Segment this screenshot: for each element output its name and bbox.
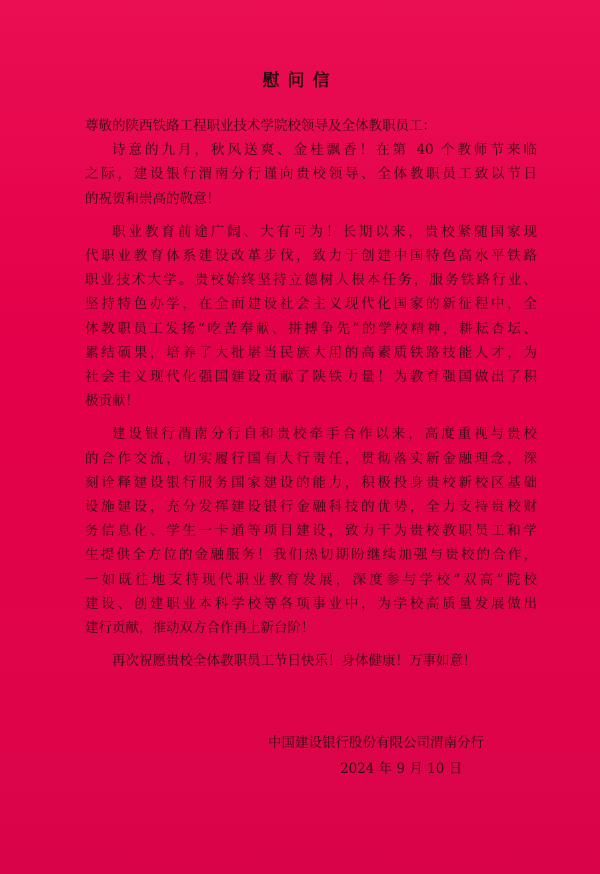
paragraph — [85, 649, 537, 673]
paragraph-line: 诗意的九月，秋风送爽、金桂飘香！在第 40 个教师节来临 — [112, 142, 537, 159]
paragraph-line: 的祝贺和崇高的敬意！ — [85, 190, 220, 207]
paragraph — [85, 220, 537, 414]
letter-body — [85, 114, 537, 673]
paragraph-line: 建设银行渭南分行自和贵校牵手合作以来，高度重视与贵校 — [112, 426, 537, 443]
signature-block — [268, 730, 484, 782]
paragraph-line: 再次祝愿贵校全体教职员工节日快乐！身体健康！万事如意！ — [112, 653, 477, 670]
paragraph — [85, 422, 537, 640]
salutation: 尊敬的陕西铁路工程职业技术学院校领导及全体教职员工： — [85, 118, 436, 134]
paragraph-line: 一如既往地支持现代职业教育发展，深度参与学校“双高”院校 — [85, 571, 537, 588]
paragraph-line: 代职业教育体系建设改革步伐，致力于创建中国特色高水平铁路 — [85, 248, 537, 265]
paragraph-line: 体教职员工发扬“吃苦奉献、拼搏争先”的学校精神，耕耘杏坛、 — [85, 320, 537, 337]
paragraph-line: 职业技术大学。贵校始终坚持立德树人根本任务，服务铁路行业、 — [85, 272, 537, 289]
signature-organization: 中国建设银行股份有限公司渭南分行 — [268, 735, 484, 751]
paragraph-line: 设施建设，充分发挥建设银行金融科技的优势，全力支持贵校财 — [85, 499, 537, 516]
paragraph-line: 生提供全方位的金融服务！我们热切期盼继续加强与贵校的合作， — [85, 547, 537, 564]
paragraph-line: 务信息化、学生一卡通等项目建设，致力于为贵校教职员工和学 — [85, 523, 537, 540]
paragraph-line: 职业教育前途广阔、大有可为！长期以来，贵校紧随国家现 — [112, 223, 537, 240]
paragraph-line: 刻诠释建设银行服务国家建设的能力，积极投身贵校新校区基础 — [85, 474, 537, 491]
paragraph-line: 极贡献！ — [85, 393, 139, 410]
paragraph-line: 之际，建设银行渭南分行谨向贵校领导、全体教职员工致以节日 — [85, 166, 537, 183]
paragraph-line: 的合作交流，切实履行国有大行责任，贯彻落实新金融理念，深 — [85, 450, 537, 467]
signature-date: 2024 年 9 月 10 日 — [340, 761, 463, 777]
letter-title: 慰问信 — [262, 71, 338, 91]
paragraph-line: 建设、创建职业本科学校等各项事业中，为学校高质量发展做出 — [85, 595, 537, 612]
paragraph-line: 建行贡献，推动双方合作再上新台阶！ — [85, 620, 315, 637]
paragraph-line: 坚持特色办学，在全面建设社会主义现代化国家的新征程中，全 — [85, 296, 537, 313]
paragraph-line: 社会主义现代化强国建设贡献了陕铁力量！为教育强国做出了积 — [85, 369, 537, 386]
paragraph-line: 累结硕果，培养了大批堪当民族大用的高素质铁路技能人才，为 — [85, 344, 537, 361]
paragraph — [85, 138, 537, 211]
